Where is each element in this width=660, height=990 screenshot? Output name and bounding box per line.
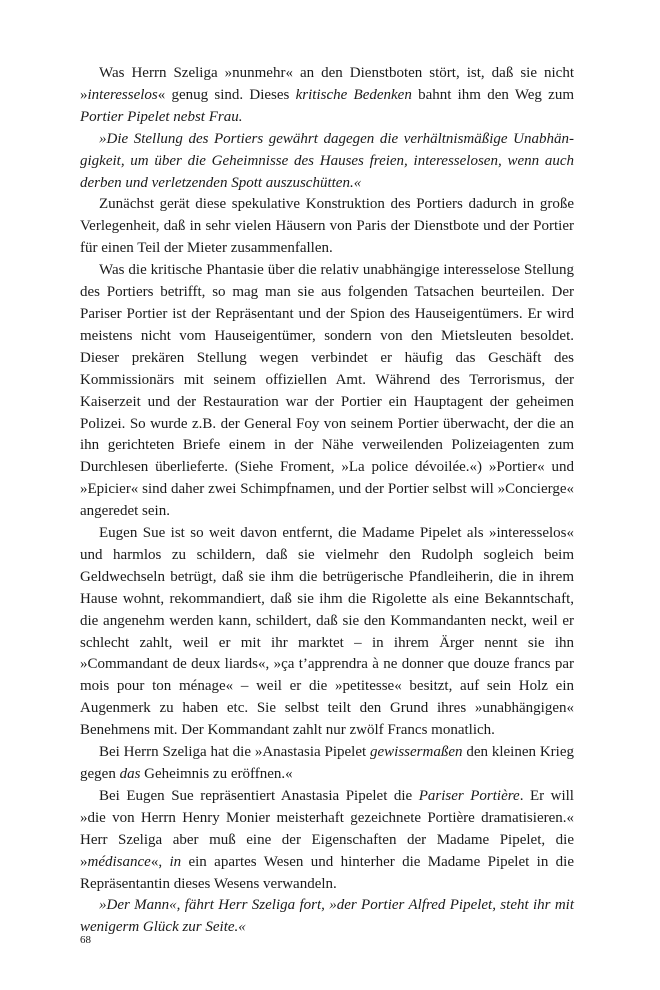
text-run: Geheimnis zu eröffnen.«	[140, 766, 293, 782]
page-number: 68	[80, 934, 91, 946]
text-run: Zunächst gerät diese spekulative Konstruktion des Portiers dadurch in große Verlegenheit, daß in sehr vielen Häusern von Paris der Dienstbote und der Portier für einen Teil der Mieter zusammenfallen.	[80, 196, 574, 257]
italic-text: Portier Pipelet nebst Frau.	[80, 108, 243, 125]
text-run: Was die kritische Phantasie über die relativ unabhängige interesselose Stellung des Portiers betrifft, so mag man sie aus folgenden Tatsachen beurteilen. Der Pariser Portier ist der Repräsentant und der Spion des Hauseigentümers. Er wird meistens nicht vom Hauseigentümer, sondern von den Mietsleuten besoldet. Dieser prekären Stellung wegen verbindet er häufig das Geschäft des Kommissionärs mit seinem offiziellen Amt. Während des Terrorismus, der Kaiserzeit und der Restauration war der Portier ein Hauptagent der geheimen Polizei. So wurde z.B. der General Foy von seinem Portier überwacht, der die an ihn gerichteten Briefe einem in der Nähe verweilenden Polizeiagenten zum Durchlesen überlieferte. (Siehe Froment, »La police dévoilée.«) »Portier« und »Epicier« sind daher zwei Schimpfnamen, und der Portier selbst will »Concierge« angeredet sein.	[80, 262, 574, 520]
text-run: bahnt ihm den Weg zum	[411, 86, 574, 103]
paragraph	[80, 63, 574, 129]
italic-text: interesselos	[87, 86, 158, 103]
italic-text: das	[119, 766, 141, 782]
text-run: « genug sind. Dieses	[157, 86, 296, 103]
paragraph	[80, 129, 574, 195]
text-run: Eugen Sue ist so weit davon entfernt, die Madame Pipelet als »interesselos« und harmlos zu schildern, daß sie vielmehr den Rudolph sogleich beim Geldwechseln betrügt, daß sie ihm die betrügerische Pfandleiherin, die in ihrem Hause wohnt, rekommandiert, daß sie ihm die Rigolette als eine Bekanntschaft, die angenehm werden kann, schildert, daß sie den Kommandanten neckt, weil er schlecht zahlt, weil er mit ihr marktet – in ihrem Ärger nennt sie ihn »Commandant de deux liards«, »ça t’apprendra à ne donner que douze francs par mois pour ton ménage« – weil er die »petitesse« besitzt, auf sein Holz ein Augenmerk zu haben etc. Sie selbst teilt den Grund ihres »unabhängigen« Benehmens mit. Der Kommandant zahlt nur zwölf Francs monatlich.	[80, 525, 574, 739]
paragraph	[80, 742, 574, 786]
italic-text: »Die Stellung des Portiers gewährt dagegen die verhältnismäßige Unabhängigkeit, um über die Geheimnisse des Hauses freien, interesselosen, wenn auch derben und verletzenden Spott auszuschütten.«	[80, 130, 574, 191]
italic-text: »Der Mann«, fährt Herr Szeliga fort, »der Portier Alfred Pipelet, steht ihr mit wenigerm Glück zur Seite.«	[80, 897, 574, 936]
italic-text: kritische Bedenken	[295, 86, 412, 103]
text-run: Was Herrn Szeliga »nunmehr« an den Dienstboten stört, ist, daß sie nicht »	[80, 65, 574, 103]
page-body	[80, 63, 574, 939]
text-run: Bei Eugen Sue repräsentiert Anastasia Pipelet die	[99, 787, 419, 804]
italic-text: gewissermaßen	[370, 744, 463, 761]
text-run: «,	[150, 853, 170, 870]
paragraph	[80, 260, 574, 523]
text-run: . Er will »die von Herrn Henry Monier meisterhaft gezeichnete Portière dramatisieren.« Herr Szeliga aber muß eine der Eigenschaften der Madame Pipelet, die »	[80, 787, 574, 870]
paragraph	[80, 194, 574, 260]
italic-text: Pariser Portière	[418, 787, 520, 804]
text-run: den kleinen Krieg gegen	[80, 744, 574, 782]
paragraph	[80, 786, 574, 896]
text-run: ein apartes Wesen und hinterher die Madame Pipelet in die Repräsentantin dieses Wesens verwandeln.	[80, 853, 575, 892]
italic-text: médisance	[87, 853, 151, 870]
paragraph	[80, 895, 574, 939]
text-run: Bei Herrn Szeliga hat die »Anastasia Pipelet	[99, 744, 370, 761]
paragraph	[80, 523, 574, 742]
italic-text: in	[169, 853, 182, 870]
